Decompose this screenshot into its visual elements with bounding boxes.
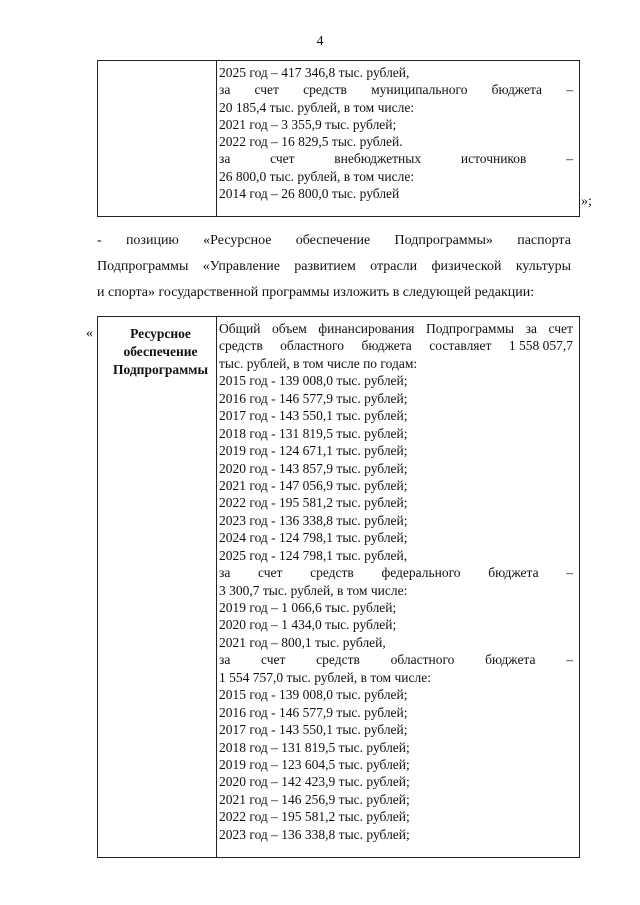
word: – — [566, 652, 573, 668]
word: за — [219, 82, 231, 98]
funding-table-continuation — [97, 60, 580, 217]
label-line: Подпрограммы — [112, 362, 209, 377]
text-line: 2025 год – 417 346,8 тыс. рублей, — [219, 65, 410, 80]
word: паспорта — [517, 233, 571, 248]
text-line — [219, 651, 573, 668]
text-line — [219, 150, 573, 167]
word: за — [219, 565, 231, 581]
word: 1 558 057,7 — [508, 338, 573, 354]
word: областного — [280, 338, 344, 354]
word: бюджета — [488, 565, 539, 581]
word: средств — [219, 338, 263, 354]
opening-quote: « — [86, 326, 93, 341]
resource-provision-label — [98, 325, 223, 379]
text-line: 2019 год - 124 671,1 тыс. рублей; — [219, 443, 408, 459]
text-line — [97, 228, 571, 254]
word: счет — [254, 82, 279, 98]
text-line: 3 300,7 тыс. рублей, в том числе: — [219, 582, 408, 598]
text-line: 2023 год - 136 338,8 тыс. рублей; — [219, 512, 408, 528]
text-line: 2019 год – 1 066,6 тыс. рублей; — [219, 600, 397, 615]
word: Общий — [219, 321, 261, 336]
word: Подпрограммы» — [394, 233, 493, 248]
word: - — [97, 233, 102, 248]
text-line: 2021 год – 146 256,9 тыс. рублей; — [219, 791, 410, 807]
word: средств — [316, 652, 360, 668]
text-line: и спорта» государственной программы изложить в следующей редакции: — [97, 285, 535, 300]
text-line: 2016 год - 146 577,9 тыс. рублей; — [219, 390, 408, 406]
column-divider — [216, 61, 217, 216]
word: муниципального — [371, 82, 468, 98]
word: федерального — [381, 565, 461, 581]
text-line: 2021 год – 800,1 тыс. рублей, — [219, 634, 386, 650]
word: счет — [548, 321, 573, 336]
text-line: 2015 год - 139 008,0 тыс. рублей; — [219, 373, 408, 389]
word: областного — [390, 652, 455, 668]
text-line: 2022 год – 195 581,2 тыс. рублей; — [219, 809, 410, 825]
text-line: 2022 год – 16 829,5 тыс. рублей. — [219, 134, 403, 150]
instruction-paragraph — [97, 228, 571, 306]
column-divider — [216, 317, 217, 857]
text-line: тыс. рублей, в том числе по годам: — [219, 355, 418, 371]
text-line: 2016 год - 146 577,9 тыс. рублей; — [219, 704, 408, 720]
text-line: 2014 год – 26 800,0 тыс. рублей — [219, 186, 400, 202]
text-line — [219, 564, 573, 581]
text-line: 2017 год - 143 550,1 тыс. рублей; — [219, 408, 408, 424]
text-line: 2015 год - 139 008,0 тыс. рублей; — [219, 687, 408, 703]
text-line: 2020 год - 143 857,9 тыс. рублей; — [219, 460, 408, 476]
text-line: 1 554 757,0 тыс. рублей, в том числе: — [219, 669, 431, 685]
text-line: 2019 год – 123 604,5 тыс. рублей; — [219, 756, 410, 772]
closing-quote: »; — [581, 194, 592, 209]
word: «Управление — [202, 259, 280, 274]
label-line: Ресурсное — [130, 326, 191, 341]
text-line: 2024 год - 124 798,1 тыс. рублей; — [219, 530, 408, 546]
resource-provision-text-cell — [219, 320, 573, 843]
word: обеспечение — [295, 233, 371, 248]
word: развитием — [294, 259, 356, 274]
word: средств — [303, 82, 347, 98]
word: счет — [270, 151, 295, 167]
text-line — [97, 254, 571, 280]
label-line: обеспечение — [123, 344, 198, 359]
word: бюджета — [361, 338, 412, 354]
word: за — [525, 321, 537, 336]
funding-text-cell — [219, 64, 573, 202]
word: бюджета — [491, 82, 543, 98]
text-line: 26 800,0 тыс. рублей, в том числе: — [219, 168, 415, 184]
word: – — [566, 151, 573, 167]
text-line: 2025 год - 124 798,1 тыс. рублей, — [219, 547, 408, 563]
text-line: 20 185,4 тыс. рублей, в том числе: — [219, 99, 415, 115]
word: за — [219, 151, 231, 167]
text-line: 2020 год – 1 434,0 тыс. рублей; — [219, 617, 397, 633]
text-line: 2022 год - 195 581,2 тыс. рублей; — [219, 495, 408, 511]
word: финансирования — [318, 321, 415, 336]
word: за — [219, 652, 231, 668]
word: счет — [258, 565, 283, 581]
word: – — [566, 82, 573, 98]
page-number: 4 — [316, 34, 324, 49]
word: Подпрограммы — [425, 321, 515, 336]
word: составляет — [429, 338, 492, 354]
text-line: 2017 год - 143 550,1 тыс. рублей; — [219, 722, 408, 738]
text-line — [219, 320, 573, 337]
word: объем — [272, 321, 307, 336]
text-line — [219, 81, 573, 98]
word: отрасли — [370, 259, 418, 274]
word: «Ресурсное — [203, 233, 272, 248]
resource-provision-table — [97, 316, 580, 858]
word: Подпрограммы — [97, 259, 189, 274]
word: физической — [431, 259, 502, 274]
word: внебюджетных — [334, 151, 422, 167]
word: культуры — [515, 259, 571, 274]
word: позицию — [125, 233, 179, 248]
text-line: 2023 год – 136 338,8 тыс. рублей; — [219, 826, 410, 842]
word: счет — [261, 652, 286, 668]
text-line: 2018 год - 131 819,5 тыс. рублей; — [219, 425, 408, 441]
word: – — [566, 565, 573, 581]
text-line: 2021 год - 147 056,9 тыс. рублей; — [219, 477, 408, 493]
text-line: 2020 год – 142 423,9 тыс. рублей; — [219, 774, 410, 790]
word: бюджета — [485, 652, 536, 668]
word: средств — [310, 565, 354, 581]
text-line — [219, 337, 573, 354]
word: источников — [460, 151, 527, 167]
text-line: 2018 год – 131 819,5 тыс. рублей; — [219, 739, 410, 755]
text-line: 2021 год – 3 355,9 тыс. рублей; — [219, 116, 397, 132]
